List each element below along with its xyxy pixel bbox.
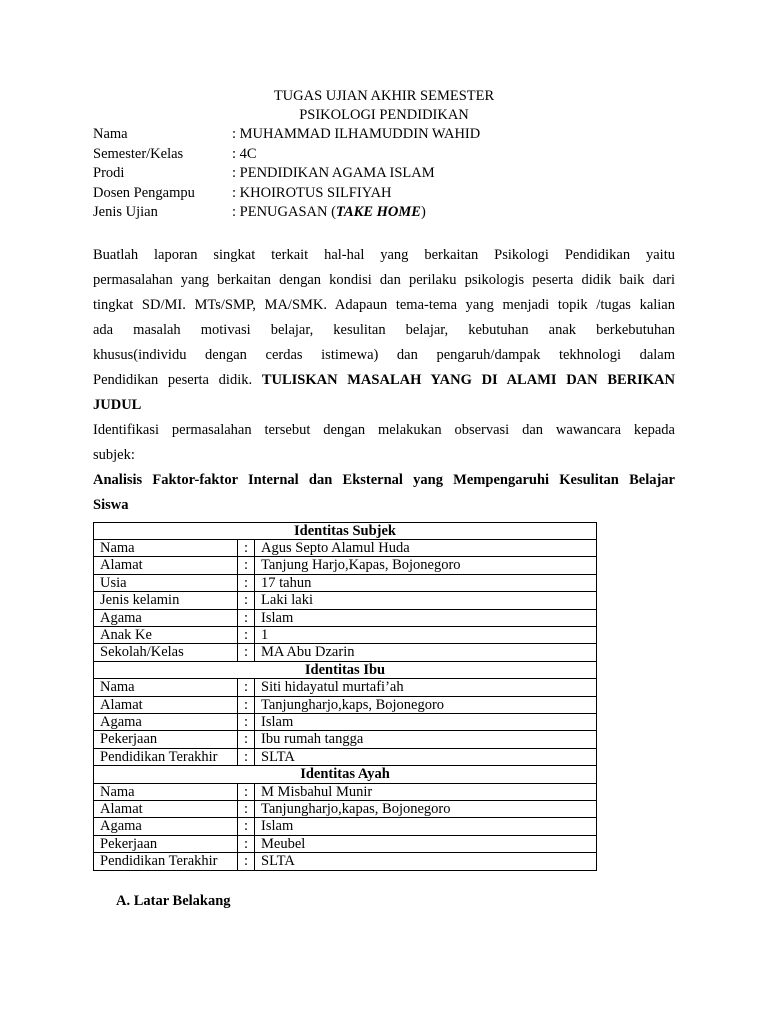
table-cell-field: Anak Ke xyxy=(94,626,238,643)
identification-line: Identifikasi permasalahan tersebut dengan melakukan observasi dan wawancara kepada xyxy=(93,421,675,438)
table-section-heading: Identitas Ibu xyxy=(94,661,597,678)
table-cell-field: Nama xyxy=(94,679,238,696)
identity-table xyxy=(93,522,597,871)
instruction-line: tingkat SD/MI. MTs/SMP, MA/SMK. Adapaun tema-tema yang menjadi topik /tugas kalian xyxy=(93,296,675,313)
instruction-line: permasalahan yang berkaitan dengan kondisi dan perilaku psikologis peserta didik baik dari xyxy=(93,271,675,288)
header-field-label: Semester/Kelas xyxy=(93,145,184,162)
table-cell-field: Sekolah/Kelas xyxy=(94,644,238,661)
header-field xyxy=(93,145,675,165)
table-row xyxy=(94,557,597,574)
header-field-value: : 4C xyxy=(232,145,257,162)
table-cell-value: SLTA xyxy=(255,748,597,765)
table-row xyxy=(94,592,597,609)
header-field-label: Prodi xyxy=(93,165,125,181)
table-cell-separator: : xyxy=(238,679,255,696)
table-cell-separator: : xyxy=(238,644,255,661)
table-cell-value: Meubel xyxy=(255,835,597,852)
table-cell-field: Pekerjaan xyxy=(94,835,238,852)
table-cell-separator: : xyxy=(238,609,255,626)
table-cell-field: Jenis kelamin xyxy=(94,592,238,609)
table-cell-separator: : xyxy=(238,626,255,643)
header-field-value: : KHOIROTUS SILFIYAH xyxy=(232,184,392,201)
table-row xyxy=(94,539,597,556)
analysis-title xyxy=(93,468,675,493)
header-field xyxy=(93,125,675,145)
header-field-exam-type xyxy=(93,203,675,223)
table-cell-field: Agama xyxy=(94,713,238,730)
table-row xyxy=(94,748,597,765)
table-cell-value: MA Abu Dzarin xyxy=(255,644,597,661)
table-cell-separator: : xyxy=(238,574,255,591)
identification-line: subjek: xyxy=(93,446,135,463)
table-row xyxy=(94,574,597,591)
table-cell-field: Agama xyxy=(94,609,238,626)
table-cell-field: Pekerjaan xyxy=(94,731,238,748)
table-cell-value: 17 tahun xyxy=(255,574,597,591)
table-cell-separator: : xyxy=(238,731,255,748)
table-cell-value: Tanjungharjo,kapas, Bojonegoro xyxy=(255,801,597,818)
table-row xyxy=(94,644,597,661)
table-cell-separator: : xyxy=(238,539,255,556)
table-cell-separator: : xyxy=(238,783,255,800)
table-cell-value: Ibu rumah tangga xyxy=(255,731,597,748)
instruction-emphasis: TULISKAN MASALAH YANG DI ALAMI DAN BERIKAN xyxy=(261,371,675,388)
table-cell-value: 1 xyxy=(255,626,597,643)
table-row xyxy=(94,818,597,835)
table-section-row xyxy=(94,766,597,783)
table-row xyxy=(94,696,597,713)
header-field-value: : MUHAMMAD ILHAMUDDIN WAHID xyxy=(232,126,481,142)
table-cell-value: Tanjung Harjo,Kapas, Bojonegoro xyxy=(255,557,597,574)
table-cell-separator: : xyxy=(238,853,255,870)
table-row xyxy=(94,783,597,800)
identification-paragraph xyxy=(93,418,675,443)
table-cell-field: Alamat xyxy=(94,696,238,713)
instruction-line: JUDUL xyxy=(93,396,142,413)
table-cell-separator: : xyxy=(238,835,255,852)
section-heading-latar-belakang: A. Latar Belakang xyxy=(116,892,231,909)
table-row xyxy=(94,609,597,626)
instruction-line: ada masalah motivasi belajar, kesulitan belajar, kebutuhan anak berkebutuhan xyxy=(93,321,675,338)
table-cell-field: Pendidikan Terakhir xyxy=(94,748,238,765)
table-cell-value: SLTA xyxy=(255,853,597,870)
header-field xyxy=(93,184,675,204)
analysis-title-line: Siswa xyxy=(93,496,129,513)
table-cell-separator: : xyxy=(238,748,255,765)
table-row xyxy=(94,801,597,818)
header-field xyxy=(93,164,675,184)
document-page xyxy=(93,87,675,910)
table-cell-value: Islam xyxy=(255,818,597,835)
instruction-line: Buatlah laporan singkat terkait hal-hal yang berkaitan Psikologi Pendidikan yaitu xyxy=(93,246,675,263)
table-section-heading: Identitas Subjek xyxy=(94,522,597,539)
table-section-row xyxy=(94,522,597,539)
table-cell-field: Nama xyxy=(94,783,238,800)
table-cell-value: M Misbahul Munir xyxy=(255,783,597,800)
table-cell-separator: : xyxy=(238,801,255,818)
table-row xyxy=(94,853,597,870)
header-field-label: Nama xyxy=(93,126,128,142)
table-section-heading: Identitas Ayah xyxy=(94,766,597,783)
table-row xyxy=(94,835,597,852)
table-cell-value: Islam xyxy=(255,609,597,626)
table-cell-separator: : xyxy=(238,557,255,574)
table-cell-field: Nama xyxy=(94,539,238,556)
header-fields xyxy=(93,125,675,203)
table-cell-field: Pendidikan Terakhir xyxy=(94,853,238,870)
header-field-value: : PENDIDIKAN AGAMA ISLAM xyxy=(232,165,435,181)
instruction-line: Pendidikan peserta didik. TULISKAN MASALAH YANG DI ALAMI DAN BERIKAN xyxy=(93,371,675,388)
table-section-row xyxy=(94,661,597,678)
table-cell-separator: : xyxy=(238,818,255,835)
table-cell-field: Usia xyxy=(94,574,238,591)
document-subtitle: PSIKOLOGI PENDIDIKAN xyxy=(299,107,469,123)
table-cell-value: Tanjungharjo,kaps, Bojonegoro xyxy=(255,696,597,713)
table-row xyxy=(94,713,597,730)
table-cell-separator: : xyxy=(238,713,255,730)
table-cell-value: Islam xyxy=(255,713,597,730)
table-cell-field: Alamat xyxy=(94,557,238,574)
table-cell-separator: : xyxy=(238,696,255,713)
table-cell-value: Laki laki xyxy=(255,592,597,609)
table-cell-separator: : xyxy=(238,592,255,609)
analysis-title-line: Analisis Faktor-faktor Internal dan Eksternal yang Mempengaruhi Kesulitan Belajar xyxy=(93,471,675,488)
table-cell-value: Agus Septo Alamul Huda xyxy=(255,539,597,556)
header-field-value: : PENUGASAN (TAKE HOME) xyxy=(232,204,426,220)
table-row xyxy=(94,731,597,748)
header-field-label: Dosen Pengampu xyxy=(93,184,195,201)
instruction-line: khusus(individu dengan cerdas istimewa) dan pengaruh/dampak tekhnologi dalam xyxy=(93,346,675,363)
table-row xyxy=(94,626,597,643)
table-row xyxy=(94,679,597,696)
table-cell-field: Agama xyxy=(94,818,238,835)
document-title: TUGAS UJIAN AKHIR SEMESTER xyxy=(273,88,495,104)
take-home-emphasis: TAKE HOME xyxy=(335,204,421,220)
instruction-paragraph xyxy=(93,243,675,368)
header-field-label: Jenis Ujian xyxy=(93,204,158,220)
table-cell-value: Siti hidayatul murtafi’ah xyxy=(255,679,597,696)
table-cell-field: Alamat xyxy=(94,801,238,818)
